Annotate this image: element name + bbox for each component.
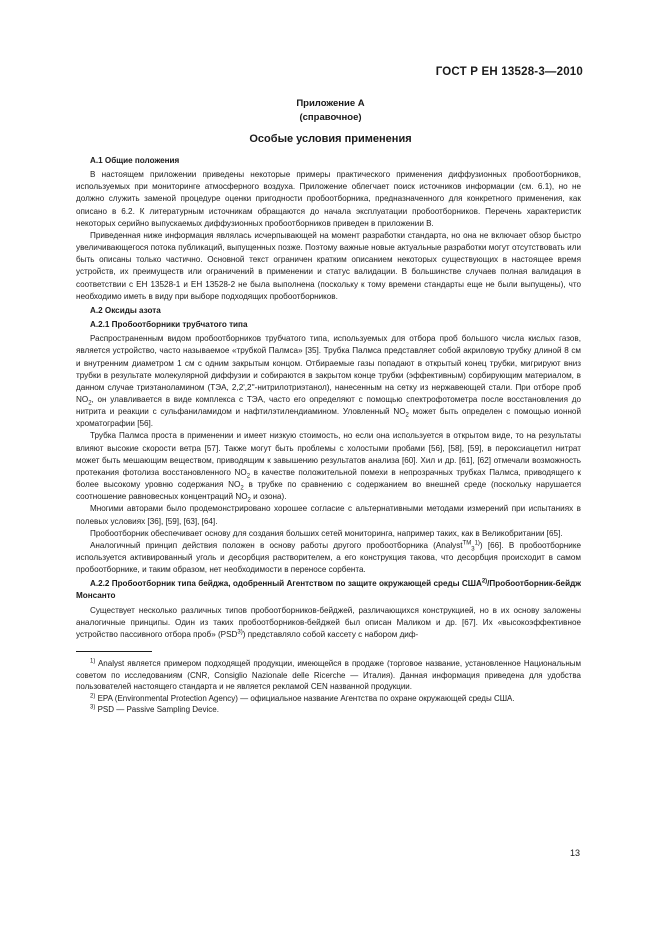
paragraph: Трубка Палмса проста в применении и имеет низкую стоимость, но если она используется в открытом виде, то на результаты влияют высокие скорости ветра [57]. Также могут быть проблемы с холостыми пробами [56], [58], [59], в пероксиацетил нитрат может быть мешающим веществом, приводящим к завышению результатов анализа [60]. Хил и др. [61], [62] отмечали возможность протекания фотолиза восстановленного $NO_2$ в качестве положительной помехи в непрозрачных трубках Палмса, приводящего к более высокому уровню содержания $NO_2$ в трубке по сравнению с содержанием во внешней среде (поскольку нарушается соотношение равновесных концентраций $NO_2$ и озона). <box>76 431 582 504</box>
heading-a2: А.2 Оксиды азота <box>90 305 161 315</box>
heading-a1: А.1 Общие положения <box>90 156 180 165</box>
paragraph: Приведенная ниже информация являлась исчерпывающей на момент разработки стандарта, но она не включает обзор быстро увеличивающегося потока публикаций, выпущенных позже. Поэтому важные новые актуальные разработки могут отсутствовать или быть описаны только частично. Основной текст ограничен кратким описанием некоторых существующих в настоящее время устройств, их преимуществ или ограничений в применении и статус валидации. В большинстве случаев полная валидация в соответствии с ЕН 13528-1 и ЕН 13528-2 не была выполнена (поскольку к тому времени стандарты еще не были выпущены), что необходимо иметь в виду при выборе подходящих пробоотборников. <box>76 230 581 301</box>
paragraph: Аналогичный принцип действия положен в основу работы другого пробоотборника (Analyst™$_3^{1)}$) [66]. В пробоотборнике используется активированный уголь и десорбция растворителем, а его конструкция такова, что десорбция происходит в самом пробоотборнике, и таким образом, нет необходимости в переносе сорбента. <box>76 540 582 575</box>
paragraph: Многими авторами было продемонстрировано хорошее согласие с альтернативными методами измерений при испытаниях в полевых условиях [36], [59], [63], [64]. <box>76 504 581 526</box>
footnote: $^{1)}$ Analyst является примером подходящей продукции, имеющейся в продаже (торговое название, установленное Национальным советом по исследованиям (CNR, Consiglio Nazionale delle Ricerche — Италия). Данная информация приведена для удобства пользователей настоящего стандарта и не является рекламой CEN названной продукции. <box>76 658 581 692</box>
heading-a2-2: А.2.2 Пробоотборник типа бейджа, одобренный Агентством по защите окружающей среды США$^{2)}$/Пробоотборник-бейдж Монсанто <box>76 578 581 601</box>
annex-title: Приложение А <box>296 98 365 109</box>
paragraph: Существует несколько различных типов пробоотборников-бейджей, различающихся конструкцией, но в их основу заложены аналогичные принципы. Один из таких пробоотборников-бейджей был описан Маликом и др. [67]. Их «высокоэффективное устройство пассивного отбора проб» (PSD$^{3)}$) представляло собой кассету с набором диф- <box>76 605 581 639</box>
annex-subtitle: (справочное) <box>299 112 362 123</box>
page-number: 13 <box>569 848 580 858</box>
heading-a2-1: А.2.1 Пробоотборники трубчатого типа <box>90 320 248 330</box>
document-body <box>76 155 581 716</box>
paragraph: Пробоотборник обеспечивает основу для создания больших сетей мониторинга, например таких, как в Великобритании [65]. <box>90 528 563 538</box>
paragraph: В настоящем приложении приведены некоторые примеры практического применения диффузионных пробоотборников, используемых при мониторинге атмосферного воздуха. Приложение облегчает поиск источников информации (см. 6.1), но не должно служить заменой процедуре оценки пригодности пробоотборника, предназначенного для конкретного применения, как описано в 6.2. К литературным источникам обращаются до начала эксплуатации пробоотборников. Перечень характеристик некоторых серийно выпускаемых диффузионных пробоотборников приведен в приложении В. <box>76 170 581 228</box>
footnote: $^{3)}$ PSD — Passive Sampling Device. <box>90 704 219 715</box>
footnote: $^{2)}$ EPA (Environmental Protection Agency) — официальное название Агентства по охране окружающей среды США. <box>90 692 515 703</box>
section-title: Особые условия применения <box>249 133 412 145</box>
document-header: ГОСТ Р ЕН 13528-3—2010 <box>435 66 583 78</box>
annex-heading <box>0 97 661 125</box>
paragraph: Распространенным видом пробоотборников трубчатого типа, используемых для отбора проб большого числа кислых газов, является устройство, часто называемое «трубкой Палмса» [35]. Трубка Палмса представляет собой акриловую трубку длиной 8 см и внутренним диаметром 1 см с одним закрытым концом. Отбираемые газы попадают в открытый конец трубки, мигрируют вниз трубки в результате молекулярной диффузии и собираются в закрытом конце трубки (эффективным) сорбирующим материалом, в данном случае триэтаноламином (ТЭА, 2,2',2''-нитрилотриэтанол), нанесенным на сетку из нержавеющей стали. При отборе проб $NO_2$, он улавливается в виде комплекса с ТЭА, часто его определяют с помощью спектрофотометра после восстановления до нитрита и реакции с сульфаниламидом и нафтилэтилендиамином. Уловленный $NO_2$ может быть определен с помощью ионной хроматографии [56]. <box>76 334 581 429</box>
footnote-divider <box>76 651 152 652</box>
